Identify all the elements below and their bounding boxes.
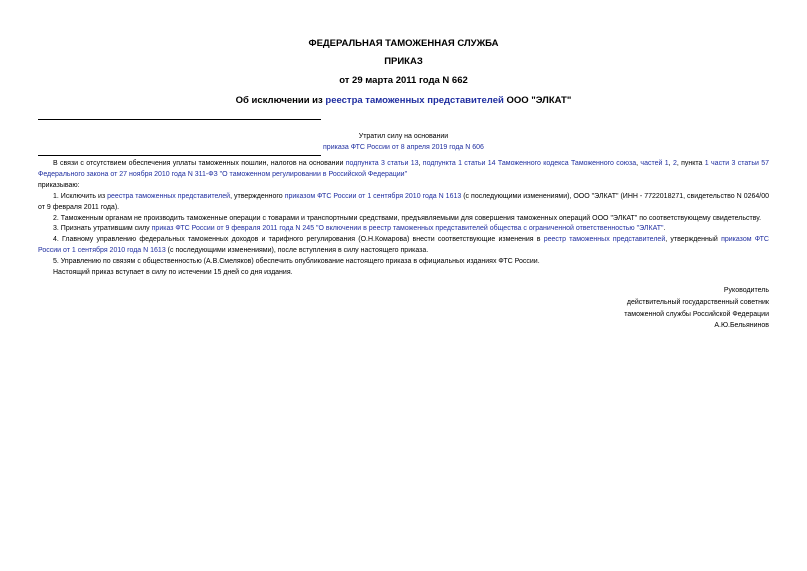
preamble-text: В связи с отсутствием обеспечения уплаты таможенных пошлин, налогов на основании: [53, 160, 346, 167]
void-notice-label: Утратил силу на основании: [358, 133, 449, 140]
title-link-customs-registry[interactable]: реестра таможенных представителей: [325, 95, 504, 106]
preamble-text: , пункта: [676, 160, 705, 167]
preamble-paragraph: [38, 159, 769, 181]
void-notice-link: [0, 143, 807, 152]
effective-date-paragraph: Настоящий приказ вступает в силу по истечении 15 дней со дня издания.: [53, 269, 293, 277]
link-customs-registry[interactable]: реестр таможенных представителей: [543, 236, 666, 244]
signature-block: [469, 285, 769, 332]
link-order-245[interactable]: приказ ФТС России от 9 февраля 2011 года N 245 "О включении в реестр таможенных представителей общества с ограниченной ответственностью "ЭЛКАТ": [151, 225, 664, 233]
signer-name: А.Ю.Бельянинов: [714, 322, 769, 330]
title-prefix: Об исключении из: [235, 95, 326, 106]
preamble-text: ,: [636, 160, 641, 167]
preamble-text: ,: [668, 160, 673, 167]
item-1-text: , утвержденного: [230, 192, 285, 200]
notes-divider: [38, 155, 321, 156]
item-3-paragraph: [38, 224, 769, 235]
signer-rank: действительный государственный советник: [626, 298, 769, 306]
item-1-text: (с последующими изменениями), ООО "ЭЛКАТ" (ИНН - 7722018271, свидетельство N 0264/00 от 9 февраля 2011 года).: [38, 192, 769, 211]
link-order-1613[interactable]: приказом ФТС России от 1 сентября 2010 года N 1613: [38, 236, 769, 255]
item-4-paragraph: [38, 235, 769, 257]
document-date: от 29 марта 2011 года N 662: [339, 75, 468, 86]
signer-rank-service: таможенной службы Российской Федерации: [624, 310, 769, 318]
item-4-text: 4. Главному управлению федеральных таможенных доходов и тарифного регулирования (О.Н.Комарова) внести соответствующие изменения в: [53, 236, 544, 244]
link-federal-law-311[interactable]: 1 части 3 статьи 57 Федерального закона от 27 ноября 2010 года N 311-ФЗ "О таможенном регулировании в Российской Федерации": [38, 160, 770, 178]
preamble-text: ,: [418, 160, 423, 167]
document-type: ПРИКАЗ: [384, 56, 423, 67]
title-suffix: ООО "ЭЛКАТ": [503, 95, 572, 106]
item-1-paragraph: [38, 192, 769, 214]
link-subclause-3-article-13[interactable]: подпункта 3 статьи 13: [345, 160, 419, 167]
item-2-paragraph: 2. Таможенным органам не производить таможенные операции с товарами и транспортными средствами, предъявляемыми для совершения таможенных операций ООО "ЭЛКАТ" по соответствующему свидетельству.: [53, 214, 762, 222]
link-subclause-1-article-14[interactable]: подпункта 1 статьи 14 Таможенного кодекса Таможенного союза: [422, 160, 637, 167]
top-divider: [38, 119, 321, 120]
item-3-text: .: [663, 225, 666, 233]
signer-position: Руководитель: [723, 287, 769, 294]
link-customs-registry[interactable]: реестра таможенных представителей: [107, 192, 231, 200]
link-part-2[interactable]: 2: [672, 160, 677, 167]
item-1-text: 1. Исключить из: [53, 192, 108, 200]
item-3-text: 3. Признать утратившим силу: [53, 225, 152, 233]
link-order-1613[interactable]: приказом ФТС России от 1 сентября 2010 года N 1613: [284, 192, 462, 200]
item-5-paragraph: 5. Управлению по связям с общественностью (А.В.Смеляков) обеспечить опубликование настоящего приказа в официальных изданиях ФТС России.: [53, 258, 540, 266]
agency-name: ФЕДЕРАЛЬНАЯ ТАМОЖЕННАЯ СЛУЖБА: [308, 38, 499, 49]
document-title: [0, 95, 807, 107]
item-4-text: (с последующими изменениями), после вступления в силу настоящего приказа.: [165, 247, 429, 255]
order-word: приказываю:: [38, 181, 80, 189]
link-parts-1[interactable]: частей 1: [640, 160, 669, 167]
document-body: [38, 159, 769, 279]
item-4-text: , утвержденный: [665, 236, 722, 244]
void-order-link[interactable]: приказа ФТС России от 8 апреля 2019 года N 606: [323, 144, 484, 151]
